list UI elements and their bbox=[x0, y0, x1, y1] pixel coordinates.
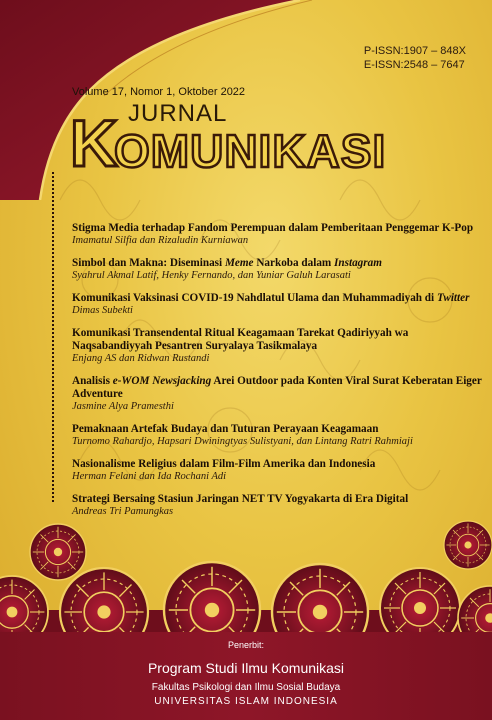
article-title: Komunikasi Transendental Ritual Keagamaan Tarekat Qadiriyyah wa Naqsabandiyyah Pesantren Suryalaya Tasikmalaya bbox=[72, 327, 409, 352]
article-title: Pemaknaan Artefak Budaya dan Tuturan Perayaan Keagamaan bbox=[72, 423, 379, 435]
article-authors: Andreas Tri Pamungkas bbox=[72, 506, 174, 517]
issn-block bbox=[364, 44, 466, 72]
article-title: Analisis e-WOM Newsjacking Arei Outdoor pada Konten Viral Surat Keberatan Eiger Adventure bbox=[72, 375, 482, 400]
masthead-initial: K bbox=[70, 106, 118, 180]
article-entry bbox=[72, 292, 482, 317]
volume-line: Volume 17, Nomor 1, Oktober 2022 bbox=[72, 86, 246, 98]
article-entry bbox=[72, 327, 482, 365]
publisher-faculty: Fakultas Psikologi dan Ilmu Sosial Budaya bbox=[151, 682, 341, 693]
article-authors: Jasmine Alya Pramesthi bbox=[72, 401, 174, 412]
article-title: Simbol dan Makna: Diseminasi Meme Narkoba dalam Instagram bbox=[72, 257, 382, 269]
journal-word: JURNAL bbox=[128, 100, 228, 127]
article-title: Komunikasi Vaksinasi COVID-19 Nahdlatul Ulama dan Muhammadiyah di Twitter bbox=[72, 292, 470, 304]
article-authors: Imamatul Silfia dan Rizaludin Kurniawan bbox=[72, 235, 249, 246]
article-title: Stigma Media terhadap Fandom Perempuan dalam Pemberitaan Penggemar K-Pop bbox=[72, 222, 474, 234]
article-title: Strategi Bersaing Stasiun Jaringan NET TV Yogyakarta di Era Digital bbox=[72, 493, 409, 505]
article-authors: Herman Felani dan Ida Rochani Adi bbox=[72, 471, 227, 482]
publisher-program: Program Studi Ilmu Komunikasi bbox=[147, 660, 345, 676]
article-authors: Syahrul Akmal Latif, Henky Fernando, dan Yuniar Galuh Larasati bbox=[72, 270, 351, 281]
publisher-label: Penerbit: bbox=[227, 640, 265, 650]
article-title: Nasionalisme Religius dalam Film-Film Amerika dan Indonesia bbox=[72, 458, 376, 470]
electronic-issn: E-ISSN:2548 – 7647 bbox=[363, 59, 465, 71]
publisher-footer bbox=[0, 632, 492, 720]
article-authors: Enjang AS dan Ridwan Rustandi bbox=[72, 353, 210, 364]
article-entry bbox=[72, 458, 482, 483]
mandala-border bbox=[0, 500, 492, 650]
article-entry bbox=[72, 257, 482, 282]
dotted-divider bbox=[52, 172, 56, 502]
table-of-contents bbox=[72, 222, 482, 528]
publisher-university: UNIVERSITAS ISLAM INDONESIA bbox=[154, 696, 338, 707]
masthead-title: OMUNIKASI bbox=[114, 125, 387, 177]
article-entry bbox=[72, 375, 482, 413]
article-entry bbox=[72, 222, 482, 247]
print-issn: P-ISSN:1907 – 848X bbox=[363, 45, 466, 57]
article-entry bbox=[72, 423, 482, 448]
article-authors: Turnomo Rahardjo, Hapsari Dwiningtyas Sulistyani, dan Lintang Ratri Rahmiaji bbox=[72, 436, 413, 447]
article-authors: Dimas Subekti bbox=[72, 305, 133, 316]
